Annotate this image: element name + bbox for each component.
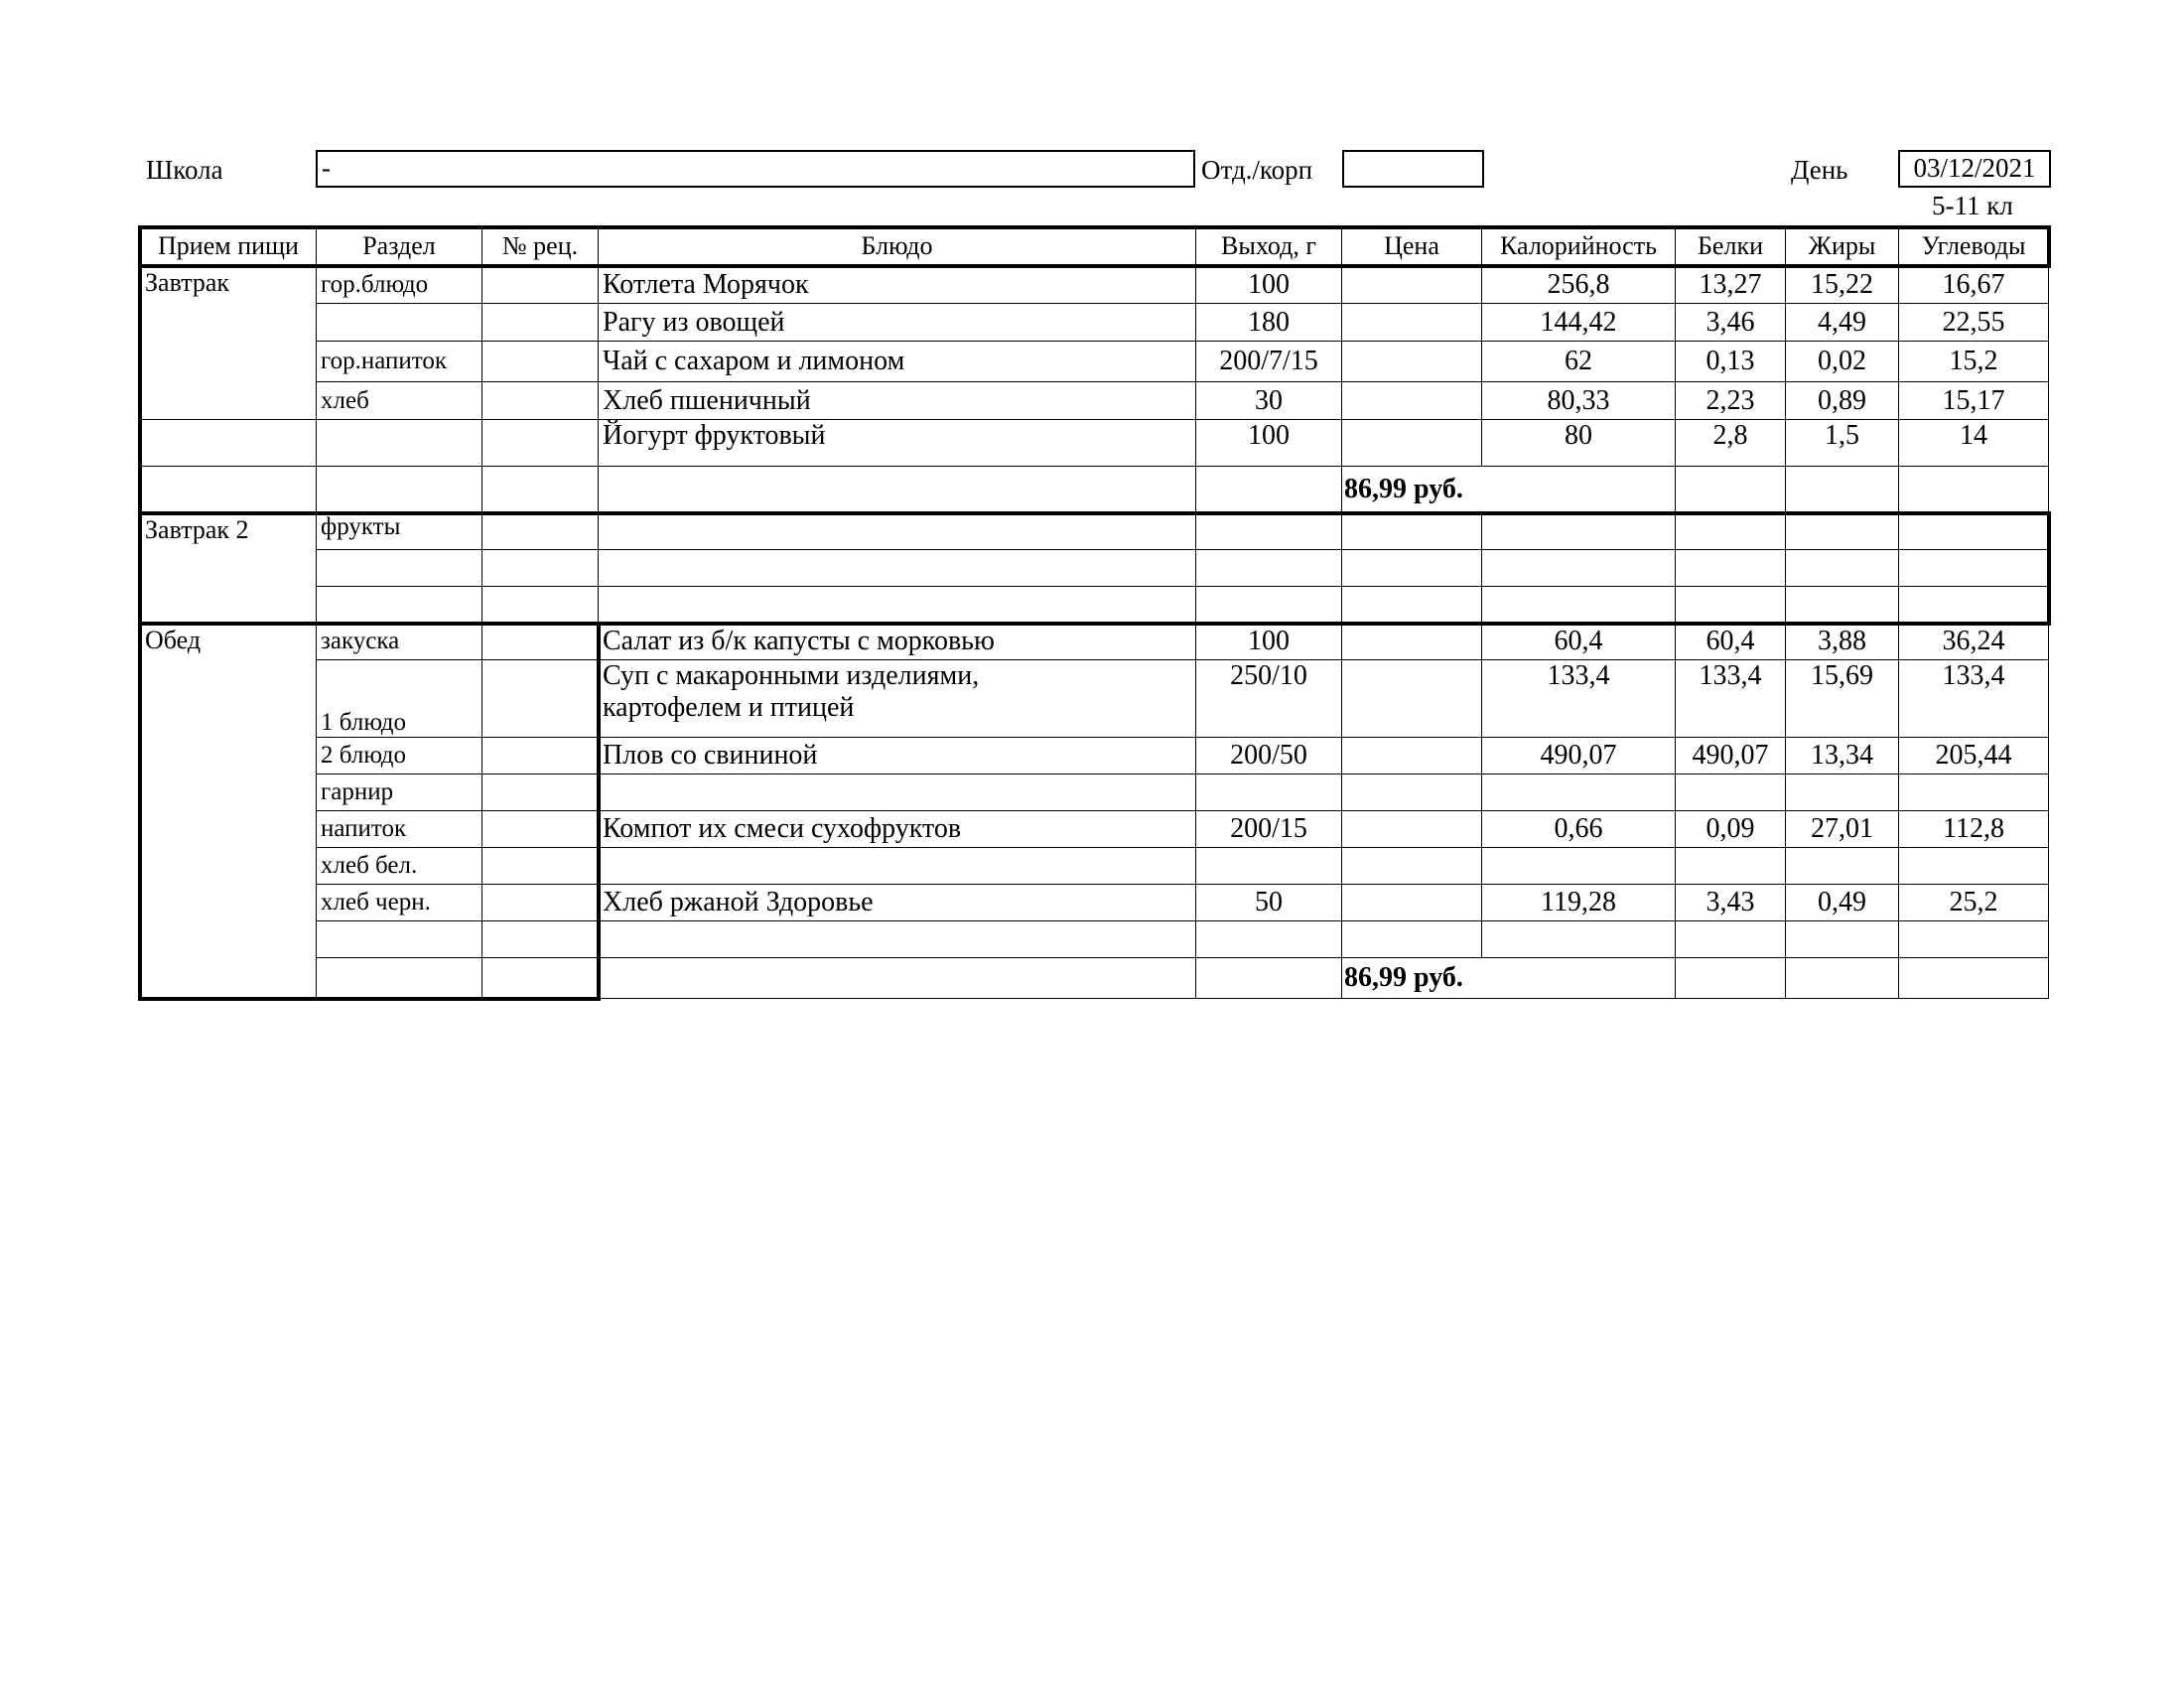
yield-cell: 100 [1196,266,1342,304]
dish-cell: Салат из б/к капусты с морковью [599,624,1196,660]
fat-cell: 27,01 [1786,811,1899,848]
section-cell: гарнир [317,774,482,811]
col-protein: Белки [1676,227,1786,266]
recipe-cell [482,958,599,999]
lunch-total-row [141,958,2049,999]
protein-cell [1676,774,1786,811]
price-cell [1342,811,1482,848]
fat-cell: 3,88 [1786,624,1899,660]
yield-cell: 100 [1196,624,1342,660]
carbs-cell: 133,4 [1899,660,2049,738]
yield-cell [1196,958,1342,999]
fat-cell [1786,848,1899,885]
school-label: Школа [146,155,223,185]
meal-cell [141,420,317,467]
table-row [141,811,2049,848]
price-cell [1342,738,1482,774]
price-cell [1342,660,1482,738]
recipe-cell [482,660,599,738]
yield-cell: 200/15 [1196,811,1342,848]
col-carbs: Углеводы [1899,227,2049,266]
table-row [141,587,2049,624]
recipe-cell [482,382,599,420]
fat-cell [1786,774,1899,811]
protein-cell: 0,09 [1676,811,1786,848]
protein-cell: 2,8 [1676,420,1786,467]
kcal-cell [1482,848,1676,885]
carbs-cell: 22,55 [1899,304,2049,342]
school-field[interactable]: - [316,150,1195,188]
meal-lunch: Обед [141,624,317,999]
table-row [141,738,2049,774]
price-cell [1342,304,1482,342]
protein-cell: 3,43 [1676,885,1786,921]
table-row [141,513,2049,550]
meal-cell [141,467,317,513]
kcal-cell: 119,28 [1482,885,1676,921]
menu-table [140,226,2049,999]
table-row [141,342,2049,382]
section-cell [317,958,482,999]
price-cell [1342,266,1482,304]
table-row [141,304,2049,342]
kcal-cell: 256,8 [1482,266,1676,304]
dish-line: Суп с макаронными изделиями, [603,660,980,691]
yield-cell: 100 [1196,420,1342,467]
section-cell: хлеб [317,382,482,420]
carbs-cell [1899,467,2049,513]
section-cell: гор.блюдо [317,266,482,304]
dish-cell: Чай с сахаром и лимоном [599,342,1196,382]
kcal-cell [1482,774,1676,811]
price-cell [1342,774,1482,811]
table-row [141,921,2049,958]
fat-cell: 0,49 [1786,885,1899,921]
recipe-cell [482,885,599,921]
carbs-cell: 205,44 [1899,738,2049,774]
section-cell: напиток [317,811,482,848]
table-row [141,550,2049,587]
protein-cell: 2,23 [1676,382,1786,420]
dish-cell [599,958,1196,999]
recipe-cell [482,811,599,848]
col-yield: Выход, г [1196,227,1342,266]
fat-cell: 4,49 [1786,304,1899,342]
section-cell [317,304,482,342]
kcal-cell: 133,4 [1482,660,1676,738]
col-fat: Жиры [1786,227,1899,266]
recipe-cell [482,774,599,811]
recipe-cell [482,848,599,885]
col-dish: Блюдо [599,227,1196,266]
section-cell [317,420,482,467]
day-label: День [1791,155,1848,185]
dish-cell: Йогурт фруктовый [599,420,1196,467]
yield-cell: 250/10 [1196,660,1342,738]
section-cell: хлеб черн. [317,885,482,921]
protein-cell: 490,07 [1676,738,1786,774]
protein-cell [1676,467,1786,513]
dish-cell [599,467,1196,513]
kcal-cell: 80,33 [1482,382,1676,420]
dish-cell: Рагу из овощей [599,304,1196,342]
header-row [141,227,2049,266]
price-cell [1342,885,1482,921]
yield-cell: 200/7/15 [1196,342,1342,382]
dish-cell: Компот их смеси сухофруктов [599,811,1196,848]
carbs-cell: 16,67 [1899,266,2049,304]
kcal-cell: 0,66 [1482,811,1676,848]
section-cell: хлеб бел. [317,848,482,885]
protein-cell: 133,4 [1676,660,1786,738]
fat-cell: 0,02 [1786,342,1899,382]
col-meal: Прием пищи [141,227,317,266]
col-section: Раздел [317,227,482,266]
carbs-cell: 25,2 [1899,885,2049,921]
recipe-cell [482,420,599,467]
fat-cell: 15,22 [1786,266,1899,304]
dish-cell: Плов со свининой [599,738,1196,774]
kcal-cell: 490,07 [1482,738,1676,774]
carbs-cell: 15,2 [1899,342,2049,382]
dept-label: Отд./корп [1201,155,1313,185]
kcal-cell: 80 [1482,420,1676,467]
carbs-cell [1899,958,2049,999]
table-row [141,885,2049,921]
breakfast-total-price: 86,99 руб. [1342,467,1676,513]
price-cell [1342,420,1482,467]
carbs-cell: 15,17 [1899,382,2049,420]
dept-field[interactable] [1342,150,1484,188]
price-cell [1342,624,1482,660]
table-row [141,420,2049,467]
fat-cell: 15,69 [1786,660,1899,738]
yield-cell [1196,467,1342,513]
table-row [141,624,2049,660]
yield-cell [1196,774,1342,811]
dish-cell [599,848,1196,885]
dish-cell [599,774,1196,811]
carbs-cell [1899,774,2049,811]
fat-cell: 13,34 [1786,738,1899,774]
breakfast-total-row [141,467,2049,513]
recipe-cell [482,467,599,513]
section-cell [317,467,482,513]
fat-cell [1786,958,1899,999]
grade-label: 5-11 кл [1932,191,2013,220]
section-cell: закуска [317,624,482,660]
price-cell [1342,382,1482,420]
protein-cell: 60,4 [1676,624,1786,660]
table-row [141,848,2049,885]
meal-breakfast: Завтрак [141,266,317,420]
section-cell: гор.напиток [317,342,482,382]
carbs-cell: 36,24 [1899,624,2049,660]
price-cell [1342,848,1482,885]
table-row [141,660,2049,738]
kcal-cell: 60,4 [1482,624,1676,660]
dish-cell: Котлета Морячок [599,266,1196,304]
yield-cell [1196,848,1342,885]
fat-cell: 1,5 [1786,420,1899,467]
carbs-cell: 14 [1899,420,2049,467]
dish-line: картофелем и птицей [603,692,855,723]
table-row [141,266,2049,304]
protein-cell: 13,27 [1676,266,1786,304]
protein-cell [1676,848,1786,885]
yield-cell: 30 [1196,382,1342,420]
dish-cell: Хлеб пшеничный [599,382,1196,420]
protein-cell: 0,13 [1676,342,1786,382]
recipe-cell [482,342,599,382]
yield-cell: 50 [1196,885,1342,921]
col-kcal: Калорийность [1482,227,1676,266]
lunch-total-price: 86,99 руб. [1342,958,1676,999]
protein-cell [1676,958,1786,999]
fat-cell: 0,89 [1786,382,1899,420]
dish-cell: Хлеб ржаной Здоровье [599,885,1196,921]
recipe-cell [482,624,599,660]
carbs-cell: 112,8 [1899,811,2049,848]
meal-breakfast-2: Завтрак 2 [141,513,317,624]
day-field[interactable]: 03/12/2021 [1898,150,2051,188]
section-cell: 2 блюдо [317,738,482,774]
col-price: Цена [1342,227,1482,266]
price-cell [1342,342,1482,382]
kcal-cell: 144,42 [1482,304,1676,342]
col-recipe: № рец. [482,227,599,266]
section-cell: 1 блюдо [317,660,482,738]
yield-cell: 200/50 [1196,738,1342,774]
kcal-cell: 62 [1482,342,1676,382]
yield-cell: 180 [1196,304,1342,342]
section-cell: фрукты [317,513,482,550]
fat-cell [1786,467,1899,513]
recipe-cell [482,266,599,304]
table-row [141,774,2049,811]
carbs-cell [1899,848,2049,885]
dish-cell [599,660,1196,738]
protein-cell: 3,46 [1676,304,1786,342]
recipe-cell [482,738,599,774]
table-row [141,382,2049,420]
recipe-cell [482,304,599,342]
